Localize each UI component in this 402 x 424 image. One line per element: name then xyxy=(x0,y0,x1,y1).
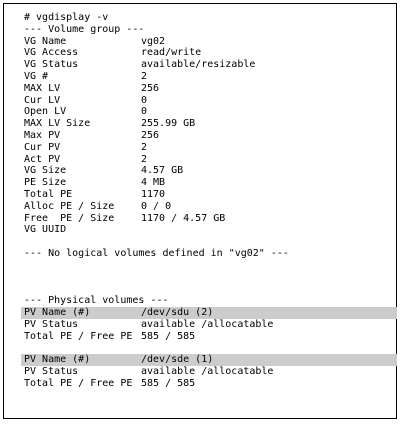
vg-field-value: 2 xyxy=(141,153,148,165)
vg-field-row xyxy=(21,142,389,154)
vg-field-row xyxy=(21,201,389,213)
vg-field-value: 4.57 GB xyxy=(141,165,184,177)
vg-field-key: PE Size xyxy=(24,177,67,189)
pv-name-row-highlighted xyxy=(21,307,397,319)
vg-field-row xyxy=(21,71,389,83)
blank-line xyxy=(21,272,389,284)
vg-field-row xyxy=(21,95,389,107)
no-lv-message: --- No logical volumes defined in "vg02" --- xyxy=(24,247,289,259)
pv-status-row xyxy=(21,319,389,331)
vg-field-row xyxy=(21,224,389,236)
vg-field-value: 0 / 0 xyxy=(141,200,172,212)
pv-header: --- Physical volumes --- xyxy=(24,295,169,307)
vg-field-row xyxy=(21,106,389,118)
vg-field-row xyxy=(21,59,389,71)
vg-field-key: VG Size xyxy=(24,165,67,177)
vg-field-key: Cur PV xyxy=(24,141,61,153)
vg-field-row xyxy=(21,47,389,59)
pv-pe-value: 585 / 585 xyxy=(141,377,196,389)
terminal-output xyxy=(21,12,389,390)
blank-line xyxy=(21,260,389,272)
vg-field-key: MAX LV xyxy=(24,82,61,94)
pv-status-row xyxy=(21,366,389,378)
vg-field-value: available/resizable xyxy=(141,59,256,71)
vg-field-value: 255.99 GB xyxy=(141,118,196,130)
vg-field-key: VG # xyxy=(24,70,49,82)
vg-field-row xyxy=(21,165,389,177)
vg-field-key: VG Name xyxy=(24,35,67,47)
pv-pe-key: Total PE / Free PE xyxy=(24,330,133,342)
vg-field-row xyxy=(21,189,389,201)
vg-header: --- Volume group --- xyxy=(24,23,145,35)
pv-pe-row xyxy=(21,331,389,343)
vg-field-row xyxy=(21,154,389,166)
pv-header-line xyxy=(21,295,389,307)
vg-field-row xyxy=(21,177,389,189)
vg-field-value: 2 xyxy=(141,70,148,82)
vg-field-key: Max PV xyxy=(24,129,61,141)
pv-name-value: /dev/sde (1) xyxy=(141,354,214,366)
vg-field-key: Cur LV xyxy=(24,94,61,106)
vg-field-key: Open LV xyxy=(24,106,67,118)
command-text: # vgdisplay -v xyxy=(24,12,109,23)
vg-field-row xyxy=(21,36,389,48)
pv-name-key: PV Name (#) xyxy=(24,354,91,366)
pv-name-row-highlighted xyxy=(21,354,397,366)
pv-pe-key: Total PE / Free PE xyxy=(24,377,133,389)
vg-field-key: VG Status xyxy=(24,59,79,71)
pv-pe-value: 585 / 585 xyxy=(141,330,196,342)
pv-status-value: available /allocatable xyxy=(141,318,274,330)
no-lv-line xyxy=(21,248,389,260)
vg-field-key: VG Access xyxy=(24,47,79,59)
vg-field-value: 4 MB xyxy=(141,177,166,189)
vg-field-value: 256 xyxy=(141,129,160,141)
vg-field-key: MAX LV Size xyxy=(24,118,91,130)
vg-field-key: VG UUID xyxy=(24,224,67,236)
vg-field-value: vg02 xyxy=(141,35,166,47)
blank-line xyxy=(21,342,389,354)
pv-status-key: PV Status xyxy=(24,318,79,330)
pv-name-value: /dev/sdu (2) xyxy=(141,306,214,318)
vg-field-row xyxy=(21,83,389,95)
vg-field-row xyxy=(21,118,389,130)
vg-header-line xyxy=(21,24,389,36)
vg-field-value: read/write xyxy=(141,47,202,59)
pv-pe-row xyxy=(21,378,389,390)
pv-status-key: PV Status xyxy=(24,365,79,377)
command-line xyxy=(21,12,389,24)
vg-field-value: 1170 / 4.57 GB xyxy=(141,212,226,224)
vg-field-key: Free PE / Size xyxy=(24,212,115,224)
vg-field-key: Total PE xyxy=(24,188,73,200)
blank-line xyxy=(21,236,389,248)
vg-field-value: 0 xyxy=(141,106,148,118)
vg-field-row xyxy=(21,213,389,225)
output-frame xyxy=(3,3,397,419)
vg-field-value: 1170 xyxy=(141,188,166,200)
vg-field-key: Act PV xyxy=(24,153,61,165)
vg-field-row xyxy=(21,130,389,142)
blank-line xyxy=(21,283,389,295)
vg-field-value: 0 xyxy=(141,94,148,106)
vg-field-value: 256 xyxy=(141,82,160,94)
vg-field-value: 2 xyxy=(141,141,148,153)
pv-name-key: PV Name (#) xyxy=(24,306,91,318)
vg-field-key: Alloc PE / Size xyxy=(24,200,115,212)
pv-status-value: available /allocatable xyxy=(141,365,274,377)
